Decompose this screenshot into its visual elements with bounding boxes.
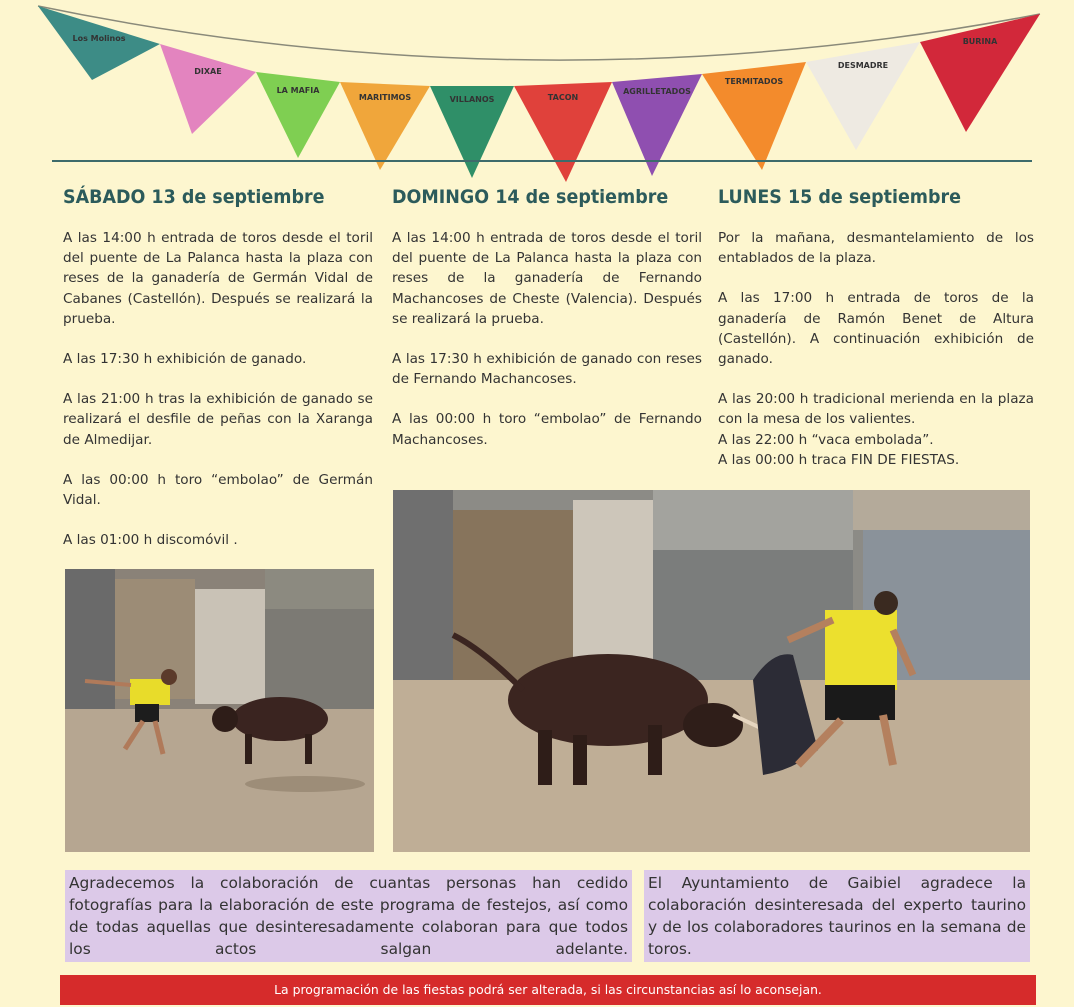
bunting-flag-label: BURINA (962, 37, 998, 46)
bull-photo-small (65, 569, 374, 852)
event-text: Por la mañana, desmantelamiento de los entablados de la plaza. (718, 230, 1034, 267)
event-text: A las 14:00 h entrada de toros desde el toril del puente de La Palanca hasta la plaza con reses de la ganadería de Fernando Machancoses de Cheste (Valencia). Después se realizará la prueba. (392, 230, 702, 327)
bunting-flag-label: TERMITADOS (724, 77, 784, 86)
event-text: A las 17:00 h entrada de toros de la ganadería de Ramón Benet de Altura (Castellón). A continuación exhibición de ganado. (718, 290, 1034, 368)
event-text: A las 17:30 h exhibición de ganado con reses de Fernando Machancoses. (392, 351, 702, 388)
event-text: A las 17:30 h exhibición de ganado. (63, 351, 307, 368)
bunting-garland (0, 0, 1074, 200)
bunting-flag-label: MARITIMOS (358, 93, 412, 102)
disclaimer-banner: La programación de las fiestas podrá ser alterada, si las circunstancias así lo aconsejan. (60, 975, 1036, 1005)
event-text: A las 01:00 h discomóvil . (63, 532, 238, 549)
bunting-flag-label: TACON (547, 93, 579, 102)
bunting-flag (160, 44, 256, 134)
bunting-flag-label: LA MAFIA (276, 86, 320, 95)
day-title: LUNES 15 de septiembre (718, 186, 962, 208)
bunting-flag (806, 42, 920, 150)
bunting-flag-label: Los Molinos (72, 34, 126, 43)
day-title: DOMINGO 14 de septiembre (392, 186, 669, 208)
bull-photo-large (393, 490, 1030, 852)
bunting-flag-label: DIXAE (194, 67, 222, 76)
thanks-note-council: El Ayuntamiento de Gaibiel agradece la colaboración desinteresada del experto taurino y de los colaboradores taurinos en la semana de toros. (644, 870, 1030, 962)
event-text: A las 00:00 h toro “embolao” de Germán Vidal. (63, 471, 373, 509)
event-text: A las 00:00 h toro “embolao” de Fernando Machancoses. (392, 411, 702, 448)
event-text: A las 22:00 h “vaca embolada”. (718, 431, 934, 448)
event-text: A las 20:00 h tradicional merienda en la plaza con la mesa de los valientes. (718, 391, 1034, 428)
day-title: SÁBADO 13 de septiembre (63, 186, 325, 208)
event-text: A las 00:00 h traca FIN DE FIESTAS. (718, 451, 960, 468)
bunting-flag (38, 6, 160, 80)
event-text: A las 21:00 h tras la exhibición de ganado se realizará el desfile de peñas con la Xaranga de Almedijar. (63, 391, 373, 448)
bunting-flag-label: VILLANOS (449, 95, 495, 104)
thanks-note-photos: Agradecemos la colaboración de cuantas personas han cedido fotografías para la elaboración de este programa de festejos, así como de todas aquellas que desinteresadamente colaboran para que todos los actos salgan adelante. (65, 870, 632, 962)
header-divider (52, 160, 1032, 162)
event-text: A las 14:00 h entrada de toros desde el toril del puente de La Palanca hasta la plaza con reses de la ganadería de Germán Vidal de Cabanes (Castellón). Después se realizará la prueba. (63, 230, 373, 327)
bunting-flag-label: AGRILLETADOS (623, 87, 691, 96)
bunting-flag-label: DESMADRE (837, 61, 889, 70)
bunting-flag (256, 72, 340, 158)
day-column-monday (718, 186, 1034, 470)
day-column-saturday (63, 186, 373, 570)
day-column-sunday (392, 186, 702, 470)
